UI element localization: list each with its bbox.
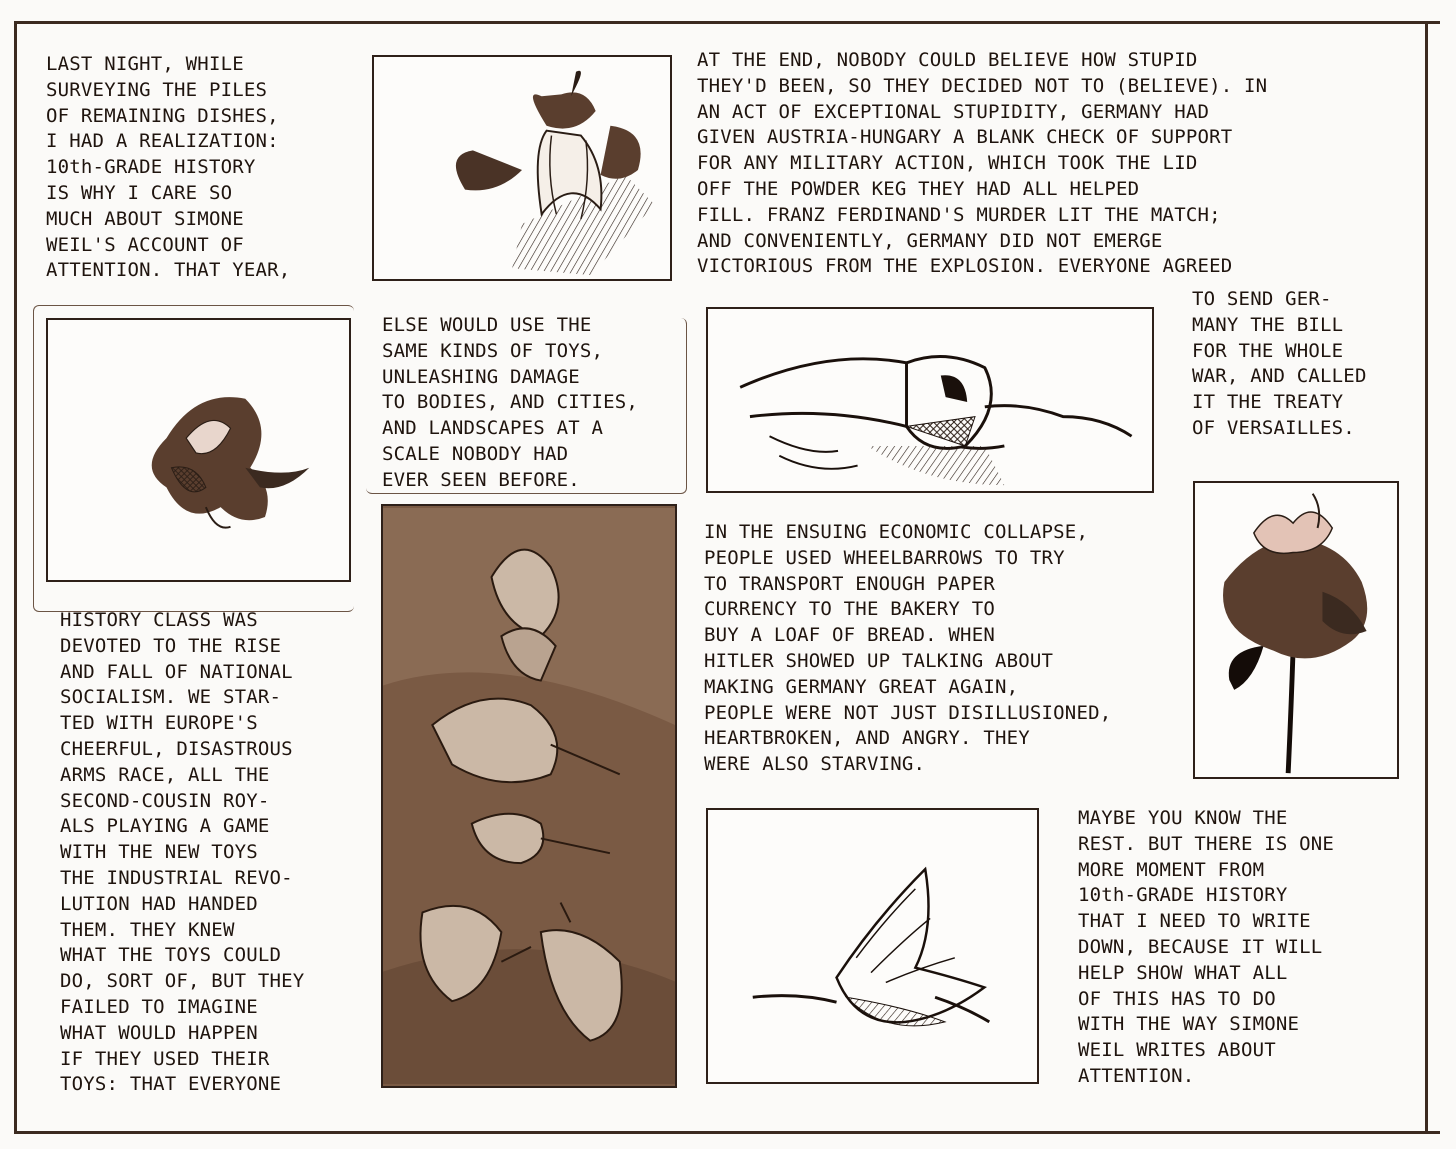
passage-treaty: AT THE END, NOBODY COULD BELIEVE HOW STUPID THEY'D BEEN, SO THEY DECIDED NOT TO (BELIEVE). IN AN ACT OF EXCEPTIONAL STUPIDITY, GERMANY HAD GIVEN AUSTRIA-HUNGARY A BLANK CHECK OF SUPPORT FOR ANY MILITARY ACTION, WHICH TOOK THE LID OFF THE POWDER KEG THEY HAD ALL HELPED FILL. FRANZ FERDINAND'S MURDER LIT THE MATCH; AND CONVENIENTLY, GERMANY DID NOT EMERGE VICTORIOUS FROM THE EXPLOSION. EVERYONE AGREED (697, 49, 1268, 278)
rose-left-drawing (48, 320, 349, 580)
passage-collapse: IN THE ENSUING ECONOMIC COLLAPSE, PEOPLE USED WHEELBARROWS TO TRY TO TRANSPORT ENOUGH PAPER CURRENCY TO THE BAKERY TO BUY A LOAF OF BREAD. WHEN HITLER SHOWED UP TALKING ABOUT MAKING GERMANY GREAT AGAIN, PEOPLE WERE NOT JUST DISILLUSIONED, HEARTBROKEN, AND ANGRY. THEY WERE ALSO STARVING. (704, 521, 1112, 776)
illustration-rose-stem (1193, 481, 1399, 779)
rose-top-drawing (374, 57, 670, 279)
page-border-right (1425, 21, 1428, 1134)
rose-bottom-drawing (708, 810, 1037, 1082)
passage-closing: MAYBE YOU KNOW THE REST. BUT THERE IS ONE MORE MOMENT FROM 10th-GRADE HISTORY THAT I NEED TO WRITE DOWN, BECAUSE IT WILL HELP SHOW WHAT ALL OF THIS HAS TO DO WITH THE WAY SIMONE WEIL WRITES ABOUT ATTENTION. (1078, 807, 1335, 1087)
rose-wash-drawing (383, 506, 675, 1086)
rose-stem-drawing (1195, 483, 1397, 777)
illustration-rose-top (372, 55, 672, 281)
page-border-top (14, 21, 1440, 24)
illustration-rose-left (46, 318, 351, 582)
illustration-rose-side (706, 307, 1154, 493)
passage-toys: ELSE WOULD USE THE SAME KINDS OF TOYS, UNLEASHING DAMAGE TO BODIES, AND CITIES, AND LANDSCAPES AT A SCALE NOBODY HAD EVER SEEN BEFORE. (382, 314, 639, 491)
illustration-rose-wash-panel (381, 504, 677, 1088)
page-border-bottom (14, 1131, 1440, 1134)
passage-opening: LAST NIGHT, WHILE SURVEYING THE PILES OF REMAINING DISHES, I HAD A REALIZATION: 10th-GRADE HISTORY IS WHY I CARE SO MUCH ABOUT SIMONE WEIL'S ACCOUNT OF ATTENTION. THAT YEAR, (46, 53, 291, 282)
page-border-left (14, 21, 17, 1134)
passage-history-class: HISTORY CLASS WAS DEVOTED TO THE RISE AND FALL OF NATIONAL SOCIALISM. WE STAR- TED WITH EUROPE'S CHEERFUL, DISASTROUS ARMS RACE, ALL THE SECOND-COUSIN ROY- ALS PLAYING A GAME WITH THE NEW TOYS THE INDUSTRIAL REVO- LUTION HAD HANDED THEM. THEY KNEW WHAT THE TOYS COULD DO, SORT OF, BUT THEY FAILED TO IMAGINE WHAT WOULD HAPPEN IF THEY USED THEIR TOYS: THAT EVERYONE (60, 609, 305, 1096)
rose-side-drawing (708, 309, 1152, 491)
passage-versailles: TO SEND GER- MANY THE BILL FOR THE WHOLE WAR, AND CALLED IT THE TREATY OF VERSAILLES. (1192, 288, 1367, 439)
illustration-rose-bottom (706, 808, 1039, 1084)
